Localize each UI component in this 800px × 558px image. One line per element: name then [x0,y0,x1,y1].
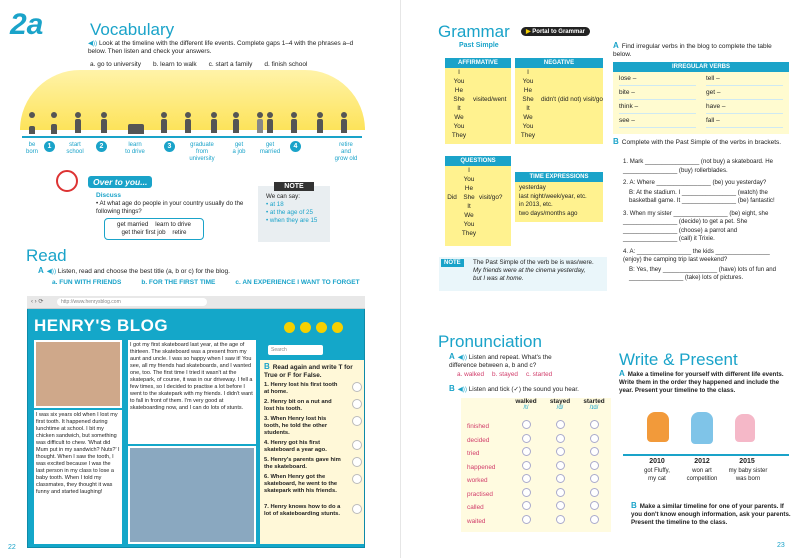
neg-pronouns: I You He She It We You They [520,69,536,139]
aff-pronouns: I You He She It We You They [451,69,467,139]
aff-verb: visited/went [473,96,507,103]
discuss-question: • At what age do people in your country usually do the following things? [96,200,244,215]
figure-desk [232,112,240,134]
tf-answer-circle[interactable] [352,382,362,392]
tick-circle[interactable] [590,420,599,429]
tf-answer-circle[interactable] [352,416,362,426]
tick-circle[interactable] [590,501,599,510]
ps-item[interactable]: 3. When my sister ________________ (be) eight, she ________________ (decide) to get a pet. She ________________ (choose) a parrot and ________________ (call) it Trixie. [623,209,769,242]
timeline-label-born: be born [25,142,38,155]
figure-graduate [184,112,192,134]
tf-answer-circle[interactable] [352,457,362,467]
rss-icon[interactable] [284,322,295,333]
tick-circle[interactable] [556,420,565,429]
wp-event: got Fluffy, my cat [644,468,670,482]
tf-answer-circle[interactable] [352,504,362,514]
portal-to-grammar-button[interactable]: ▶ Portal to Grammar [521,27,590,36]
figure-toddler [50,112,58,134]
tick-circle[interactable] [522,461,531,470]
wp-event: won art competition [686,468,718,482]
vocab-instructions: ◀)) Look at the timeline with the different life events. Complete gaps 1–4 with the phrases a–d below. Then listen and check your answers. [88,40,354,55]
tf-item: 2. Henry bit on a nut and lost his tooth. [264,399,362,416]
baby-illustration [735,414,755,442]
timeline-line [22,136,362,138]
figure-cyclist [100,112,108,134]
irregular-instructions: A Find irregular verbs in the blog to complete the table below. [613,41,772,58]
figure-bride [256,112,264,134]
tf-item: 4. Henry got his first skateboard a year ago. [264,440,362,457]
questions-table [445,156,511,246]
neg-verb: didn't (did not) visit/go [541,96,603,103]
vocab-option-a: a. go to university [90,61,141,68]
read-instructions: A ◀)) Listen, read and choose the best title (a, b or c) for the blog. [38,266,230,275]
timeline-gap-3[interactable]: 3 [164,141,175,152]
tick-circle[interactable] [522,474,531,483]
pron-row: called [467,501,611,515]
read-options [52,279,360,286]
browser-bar [27,296,365,309]
irregular-row[interactable]: bite – [619,86,696,100]
read-option-c: c. AN EXPERIENCE I WANT TO FORGET [235,279,360,286]
vocab-option-d: d. finish school [264,61,308,68]
page-number-left: 22 [8,544,16,551]
tf-answer-circle[interactable] [352,440,362,450]
timeline-label-school: start school [66,142,84,155]
tf-instructions: B Read again and write T for True or F for False. [264,362,353,379]
pron-a-options: a. walked b. stayed c. started [457,371,553,378]
past-simple-list [623,158,783,283]
irregular-row[interactable]: tell – [706,72,783,86]
tick-circle[interactable] [590,474,599,483]
note-item: • at the age of 25 [266,209,313,216]
tf-item: 6. When Henry got the skateboard, he went to the skatepark with his friends. [264,474,362,504]
unit-badge: 2a [10,8,44,41]
read-option-b: b. FOR THE FIRST TIME [141,279,216,286]
figure-groom [266,112,274,134]
pron-row: practised [467,488,611,502]
timeline-label-married: get married [259,142,281,155]
timeline-label-job: get a job [232,142,246,155]
timeline-gap-4[interactable]: 4 [290,141,301,152]
vocab-options [90,61,380,68]
wp-b-instructions: B Make a similar timeline for one of your parents. If you don't know enough information, ask your parents. Present the timeline to the class. [631,501,791,526]
boy-tooth-photo [34,340,122,408]
irregular-row[interactable]: fall – [706,114,783,128]
tick-circle[interactable] [590,488,599,497]
tick-circle[interactable] [522,420,531,429]
wp-a-instructions: A Make a timeline for yourself with different life events. Write them in the order they happened and include the year. Present your timeline to the class. [619,369,784,394]
wp-timeline-line [623,454,789,456]
pron-ipa-headers: /t/ /d/ /ɪd/ [523,405,599,411]
tf-item: 5. Henry's parents gave him the skateboard. [264,457,362,474]
discuss-label: Discuss [96,192,121,199]
discuss-item: get married [117,221,149,228]
discuss-items-box [104,218,204,240]
tick-circle[interactable] [556,434,565,443]
pron-row: happened [467,461,611,475]
q-pronouns: I You He She It We You They [461,167,477,237]
negative-header: NEGATIVE [515,58,603,68]
figure-child [74,112,82,134]
tf-item: 3. When Henry lost his tooth, he told the other students. [264,416,362,440]
pronunciation-heading: Pronunciation [438,332,542,351]
irregular-row[interactable]: lose – [619,72,696,86]
read-heading: Read [26,246,67,265]
affirmative-header: AFFIRMATIVE [445,58,511,68]
vocab-option-b: b. learn to walk [152,61,197,68]
tick-circle[interactable] [522,488,531,497]
note-item: • at 18 [266,201,284,208]
thinking-figure-icon [56,170,78,192]
pron-row: worked [467,474,611,488]
email-icon[interactable] [316,322,327,333]
ps-item[interactable]: B: At the stadium. I ________________ (watch) the basketball game. It ________________ (be) fantastic! [629,188,775,204]
irregular-row[interactable]: have – [706,100,783,114]
discuss-item: get their first job [121,229,166,236]
irregular-row[interactable]: get – [706,86,783,100]
figure-baby [28,112,36,134]
blog-title: HENRY'S BLOG [34,316,169,335]
tick-circle[interactable] [556,515,565,524]
tick-circle[interactable] [522,501,531,510]
timeline-arc [20,70,365,130]
vocabulary-heading: Vocabulary [90,20,175,39]
blog-left-text: I was six years old when I lost my first tooth. It happened during lunchtime at school. I bit my chicken sandwich, but something was difficult to chew. 'What did Mum put in my sandwich? Nuts?' I thought. When I saw the tooth, I was excited because I was the last person in my class to lose a baby tooth. When I told my classmates, they thought it was funny and started laughing! [34,410,122,544]
tick-circle[interactable] [590,447,599,456]
pron-a-instructions: A ◀)) Listen and repeat. What's the difference between a, b and c? [449,352,552,369]
tick-circle[interactable] [522,515,531,524]
blog-search-input[interactable]: Search [268,345,323,355]
read-option-a: a. FUN WITH FRIENDS [52,279,122,286]
pron-col-headers: walked stayed started [515,398,605,405]
over-to-you-label: Over to you... [88,176,152,188]
irregular-verbs-table [613,62,789,134]
timeline-label-retire: retire and grow old [334,142,358,162]
tf-item: 1. Henry lost his first tooth at home. [264,382,362,399]
time-expressions-header: TIME EXPRESSIONS [515,172,603,182]
wp-year: 2012 [694,458,710,465]
ps-item[interactable]: B: Yes, they ________________ (have) lots of fun and ________________ (take) lots of pictures. [629,265,777,281]
timeline-label-drive: learn to drive [125,142,145,155]
discuss-item: learn to drive [155,221,191,228]
play-icon: ▶ [526,29,531,35]
cat-illustration [647,412,669,442]
irregular-row[interactable]: see – [619,114,696,128]
tick-circle[interactable] [556,474,565,483]
figure-adult [316,112,324,134]
browser-url-field[interactable]: http://www.henrysblog.com [57,298,207,306]
past-simple-instructions: B Complete with the Past Simple of the verbs in brackets. [613,137,782,146]
browser-nav-icons[interactable]: ‹ › ⟳ [31,299,44,305]
negative-table [515,58,603,144]
pron-row: waited [467,515,611,529]
comment-icon[interactable] [332,322,343,333]
tf-answer-circle[interactable] [352,474,362,484]
note-item: • when they are 15 [266,217,318,224]
note-box [258,183,330,242]
tick-circle[interactable] [590,461,599,470]
irregular-left-col [619,72,696,128]
wp-year: 2015 [739,458,755,465]
twitter-icon[interactable] [300,322,311,333]
figure-family [290,112,298,134]
ps-item[interactable]: 4. A: ________________ the kids ________________ (enjoy) the camping trip last weekend? [623,247,770,263]
pron-row: tried [467,447,611,461]
pron-row: decided [467,434,611,448]
write-present-heading: Write & Present [619,350,738,369]
time-expressions-table [515,172,603,222]
tf-list [264,382,362,528]
note-title: NOTE [274,182,314,191]
timeline-gap-2[interactable]: 2 [96,141,107,152]
discuss-item: retire [172,229,187,236]
time-expressions-list: yesterday last night/week/year, etc. in 2013, etc. two days/months ago [519,184,587,217]
tick-circle[interactable] [556,461,565,470]
note-lead: We can say: [266,193,300,200]
figure-car [128,112,144,134]
timeline-label-graduate: graduate from university [189,142,215,162]
right-page [400,0,800,558]
ps-item[interactable]: 1. Mark ________________ (not buy) a skateboard. He ________________ (buy) rollerblades. [623,158,774,174]
tick-circle[interactable] [590,434,599,443]
grammar-note-text: The Past Simple of the verb be is was/were. My friends were at the cinema yesterday, but I was at home. [473,259,594,282]
figure-worker [210,112,218,134]
tick-circle[interactable] [590,515,599,524]
pron-row: finished [467,420,611,434]
wp-event: my baby sister was born [728,468,768,482]
tick-circle[interactable] [522,434,531,443]
tick-circle[interactable] [556,488,565,497]
affirmative-table [445,58,511,144]
pron-rows [467,420,611,528]
pron-b-instructions: B ◀)) Listen and tick (✓) the sound you hear. [449,384,579,393]
irregular-right-col [706,72,783,128]
page-number-right: 23 [777,542,785,549]
wp-year: 2010 [649,458,665,465]
skateboard-photo [128,446,256,544]
irregular-row[interactable]: think – [619,100,696,114]
blog-middle-text: I got my first skateboard last year, at the age of thirteen. The skateboard was a present from my aunt and uncle. I was so happy when I saw it! You see, all my friends had skateboards, and I wanted one, too. The first time I tried it wasn't at the skatepark, of course, it was in our driveway. I fell a few times, so I decided to practise a lot before I went to the skatepark with my friends. I didn't want to fall in front of them. I'm very good at skateboarding now, and I can do lots of stunts. [128,340,256,444]
irregular-verbs-header: IRREGULAR VERBS [613,62,789,72]
artist-illustration [691,412,713,444]
grammar-subheading: Past Simple [459,42,499,49]
ps-item[interactable]: 2. A: Where ________________ (be) you yesterday? [623,179,767,186]
tick-circle[interactable] [556,501,565,510]
audio-icon[interactable]: ◀)) [88,40,98,47]
tick-circle[interactable] [556,447,565,456]
grammar-note-tag: NOTE [441,259,464,267]
q-verb: visit/go? [479,194,503,201]
tf-answer-circle[interactable] [352,399,362,409]
figure-elderly [340,112,348,134]
tick-circle[interactable] [522,447,531,456]
figure-runner [160,112,168,134]
timeline-gap-1[interactable]: 1 [44,141,55,152]
q-did: Did [447,194,457,201]
vocab-option-c: c. start a family [208,61,253,68]
tf-item: 7. Henry knows how to do a lot of skateboarding stunts. [264,504,362,528]
grammar-heading: Grammar [438,22,510,41]
questions-header: QUESTIONS [445,156,511,166]
